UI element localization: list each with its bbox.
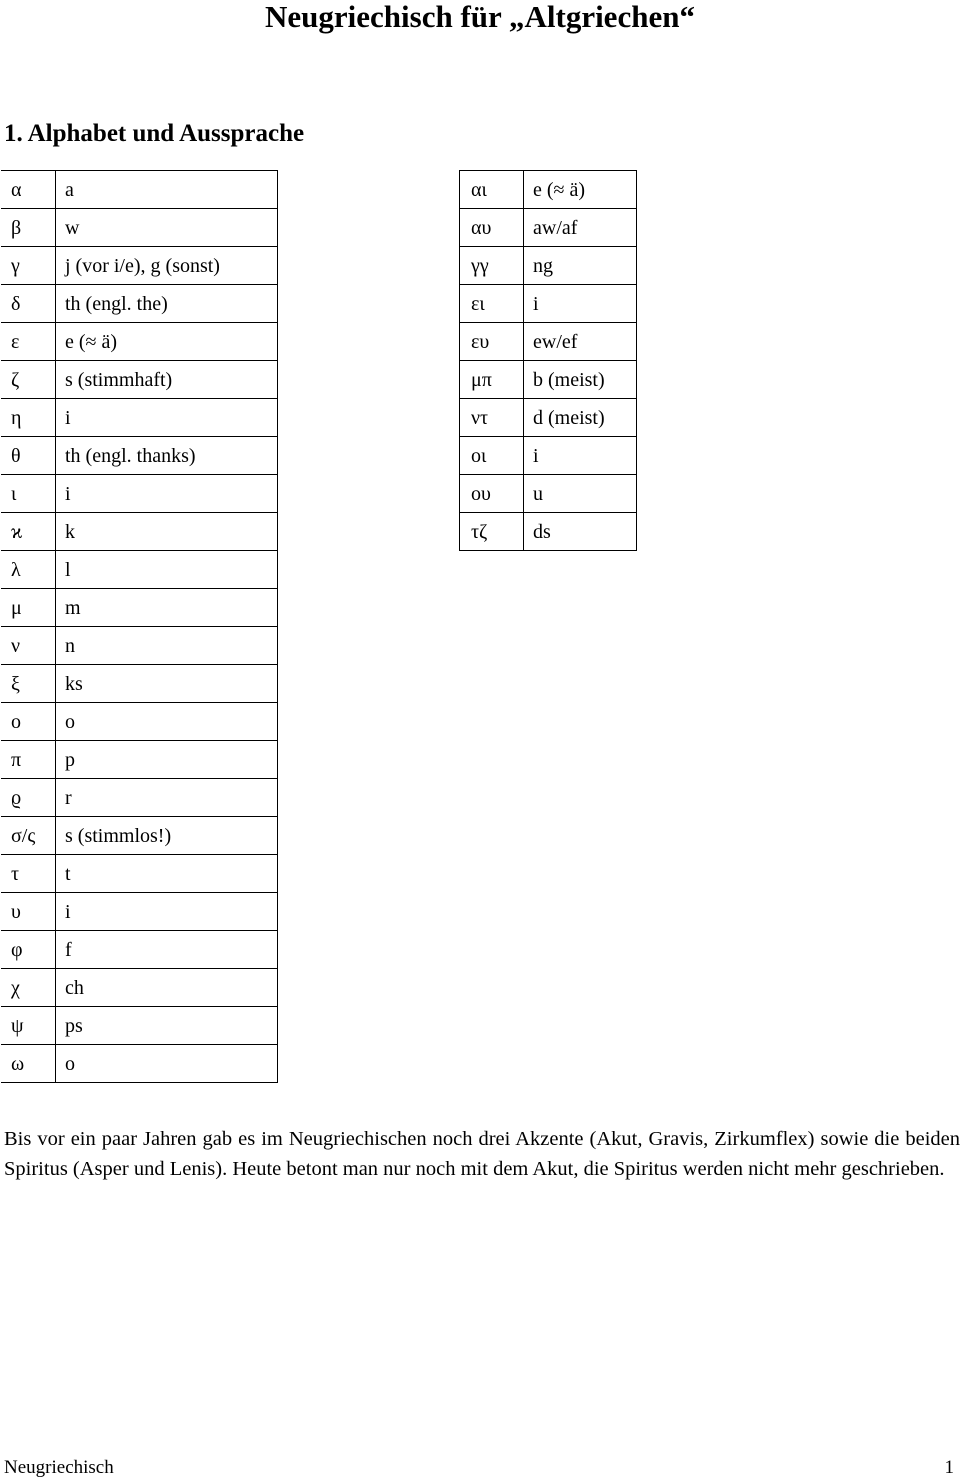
greek-letter-cell: μ <box>1 589 56 627</box>
table-row <box>1 475 278 513</box>
table-row <box>460 399 637 437</box>
pronunciation-cell: e (≈ ä) <box>56 323 278 361</box>
pronunciation-cell: aw/af <box>524 209 637 247</box>
table-row <box>1 1045 278 1083</box>
table-row <box>460 171 637 209</box>
single-letter-table <box>1 170 278 1083</box>
pronunciation-cell: ps <box>56 1007 278 1045</box>
table-row <box>1 741 278 779</box>
table-row <box>1 627 278 665</box>
table-row <box>1 437 278 475</box>
greek-letter-cell: ι <box>1 475 56 513</box>
table-row <box>1 779 278 817</box>
letter-combination-table <box>459 170 637 551</box>
table-row <box>460 247 637 285</box>
greek-letter-cell: ει <box>460 285 524 323</box>
table-row <box>1 703 278 741</box>
greek-letter-cell: θ <box>1 437 56 475</box>
greek-letter-cell: ντ <box>460 399 524 437</box>
greek-letter-cell: αυ <box>460 209 524 247</box>
greek-letter-cell: ψ <box>1 1007 56 1045</box>
pronunciation-cell: l <box>56 551 278 589</box>
page-title: Neugriechisch für „Altgriechen“ <box>265 0 695 34</box>
pronunciation-cell: d (meist) <box>524 399 637 437</box>
pronunciation-cell: ng <box>524 247 637 285</box>
pronunciation-cell: n <box>56 627 278 665</box>
greek-letter-cell: π <box>1 741 56 779</box>
pronunciation-cell: k <box>56 513 278 551</box>
table-row <box>460 285 637 323</box>
table-row <box>1 171 278 209</box>
greek-letter-cell: οι <box>460 437 524 475</box>
greek-letter-cell: τ <box>1 855 56 893</box>
footer-page-number: 1 <box>944 1457 954 1478</box>
table-row <box>1 893 278 931</box>
table-row <box>1 1007 278 1045</box>
table-row <box>460 361 637 399</box>
pronunciation-cell: ks <box>56 665 278 703</box>
pronunciation-cell: i <box>56 399 278 437</box>
greek-letter-cell: σ/ς <box>1 817 56 855</box>
table-row <box>460 513 637 551</box>
greek-letter-cell: ζ <box>1 361 56 399</box>
table-row <box>1 513 278 551</box>
table-row <box>460 437 637 475</box>
pronunciation-cell: i <box>56 475 278 513</box>
greek-letter-cell: α <box>1 171 56 209</box>
pronunciation-cell: e (≈ ä) <box>524 171 637 209</box>
greek-letter-cell: η <box>1 399 56 437</box>
pronunciation-cell: f <box>56 931 278 969</box>
greek-letter-cell: λ <box>1 551 56 589</box>
greek-letter-cell: ξ <box>1 665 56 703</box>
table-row <box>1 323 278 361</box>
table-row <box>1 665 278 703</box>
table-row <box>1 247 278 285</box>
table-row <box>460 323 637 361</box>
table-row <box>1 399 278 437</box>
greek-letter-cell: μπ <box>460 361 524 399</box>
table-row <box>1 361 278 399</box>
greek-letter-cell: τζ <box>460 513 524 551</box>
table-row <box>1 817 278 855</box>
pronunciation-cell: m <box>56 589 278 627</box>
table-row <box>1 551 278 589</box>
pronunciation-cell: o <box>56 1045 278 1083</box>
pronunciation-cell: a <box>56 171 278 209</box>
pronunciation-cell: ew/ef <box>524 323 637 361</box>
pronunciation-cell: ds <box>524 513 637 551</box>
table-row <box>1 969 278 1007</box>
pronunciation-cell: ch <box>56 969 278 1007</box>
pronunciation-cell: p <box>56 741 278 779</box>
pronunciation-cell: t <box>56 855 278 893</box>
greek-letter-cell: δ <box>1 285 56 323</box>
greek-letter-cell: ϰ <box>1 513 56 551</box>
pronunciation-cell: th (engl. thanks) <box>56 437 278 475</box>
pronunciation-cell: o <box>56 703 278 741</box>
greek-letter-cell: ω <box>1 1045 56 1083</box>
table-row <box>1 209 278 247</box>
table-row <box>1 589 278 627</box>
accent-paragraph: Bis vor ein paar Jahren gab es im Neugriechischen noch drei Akzente (Akut, Gravis, Zirkumflex) sowie die beiden Spiritus (Asper und Lenis). Heute betont man nur noch mit dem Akut, die Spiritus werden nicht mehr geschrieben. <box>4 1128 960 1180</box>
table-row <box>1 855 278 893</box>
greek-letter-cell: υ <box>1 893 56 931</box>
pronunciation-cell: i <box>524 437 637 475</box>
pronunciation-cell: b (meist) <box>524 361 637 399</box>
pronunciation-cell: u <box>524 475 637 513</box>
table-row <box>1 931 278 969</box>
greek-letter-cell: ου <box>460 475 524 513</box>
pronunciation-cell: i <box>56 893 278 931</box>
pronunciation-cell: w <box>56 209 278 247</box>
pronunciation-cell: s (stimmlos!) <box>56 817 278 855</box>
pronunciation-cell: i <box>524 285 637 323</box>
footer-document-name: Neugriechisch <box>4 1457 114 1478</box>
greek-letter-cell: γ <box>1 247 56 285</box>
pronunciation-cell: th (engl. the) <box>56 285 278 323</box>
section-heading: 1. Alphabet und Aussprache <box>4 120 305 147</box>
table-row <box>460 209 637 247</box>
greek-letter-cell: φ <box>1 931 56 969</box>
greek-letter-cell: β <box>1 209 56 247</box>
greek-letter-cell: χ <box>1 969 56 1007</box>
table-row <box>460 475 637 513</box>
greek-letter-cell: ν <box>1 627 56 665</box>
greek-letter-cell: αι <box>460 171 524 209</box>
pronunciation-cell: s (stimmhaft) <box>56 361 278 399</box>
pronunciation-cell: r <box>56 779 278 817</box>
greek-letter-cell: ε <box>1 323 56 361</box>
greek-letter-cell: ο <box>1 703 56 741</box>
greek-letter-cell: γγ <box>460 247 524 285</box>
pronunciation-cell: j (vor i/e), g (sonst) <box>56 247 278 285</box>
greek-letter-cell: ϱ <box>1 779 56 817</box>
greek-letter-cell: ευ <box>460 323 524 361</box>
table-row <box>1 285 278 323</box>
